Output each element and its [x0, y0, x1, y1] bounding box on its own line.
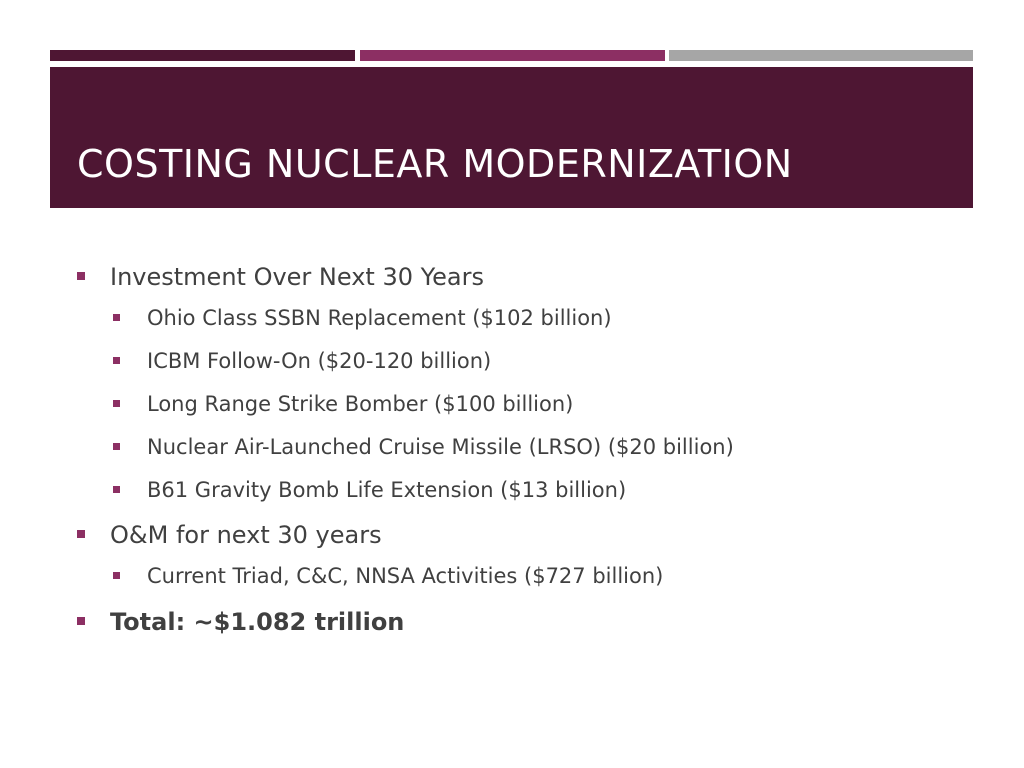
square-bullet-icon — [113, 572, 120, 579]
sub-bullet-group-investment — [76, 297, 976, 512]
sub-bullet-ohio-class — [112, 297, 976, 340]
bullet-investment — [76, 258, 976, 296]
square-bullet-icon — [113, 314, 120, 321]
square-bullet-icon — [77, 530, 85, 538]
sub-bullet-text: Ohio Class SSBN Replacement ($102 billion) — [147, 306, 612, 330]
bullet-text: O&M for next 30 years — [110, 521, 382, 549]
square-bullet-icon — [77, 617, 85, 625]
sub-bullet-lrso — [112, 426, 976, 469]
bullet-text: Investment Over Next 30 Years — [110, 263, 484, 291]
accent-stripe-magenta — [360, 50, 665, 61]
sub-bullet-bomber — [112, 383, 976, 426]
sub-bullet-list — [112, 297, 976, 512]
accent-stripe-dark — [50, 50, 355, 61]
sub-bullet-current-triad — [112, 555, 976, 598]
sub-bullet-text: Long Range Strike Bomber ($100 billion) — [147, 392, 574, 416]
square-bullet-icon — [113, 400, 120, 407]
square-bullet-icon — [113, 486, 120, 493]
title-bar — [50, 67, 973, 208]
bullet-text: Total: ~$1.082 trillion — [110, 608, 405, 636]
sub-bullet-text: Nuclear Air-Launched Cruise Missile (LRSO) ($20 billion) — [147, 435, 734, 459]
bullet-total — [76, 603, 976, 641]
sub-bullet-group-om — [76, 555, 976, 598]
bullet-list — [76, 258, 976, 641]
square-bullet-icon — [113, 443, 120, 450]
bullet-om — [76, 516, 976, 554]
sub-bullet-text: Current Triad, C&C, NNSA Activities ($727 billion) — [147, 564, 664, 588]
sub-bullet-list — [112, 555, 976, 598]
square-bullet-icon — [113, 357, 120, 364]
sub-bullet-text: B61 Gravity Bomb Life Extension ($13 billion) — [147, 478, 627, 502]
sub-bullet-b61 — [112, 469, 976, 512]
accent-stripe-gray — [669, 50, 973, 61]
slide-title: COSTING NUCLEAR MODERNIZATION — [77, 142, 793, 186]
sub-bullet-icbm — [112, 340, 976, 383]
square-bullet-icon — [77, 272, 85, 280]
sub-bullet-text: ICBM Follow-On ($20-120 billion) — [147, 349, 492, 373]
